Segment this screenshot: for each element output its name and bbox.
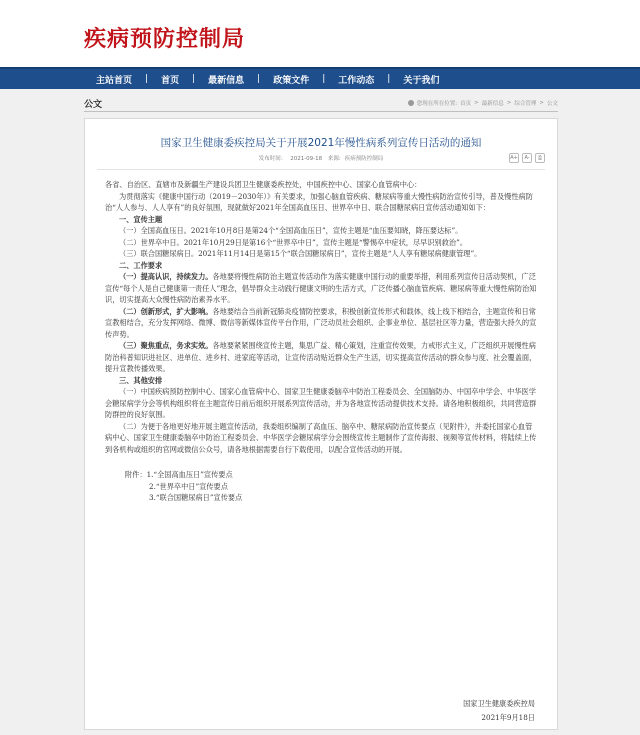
article-body <box>105 179 539 504</box>
main-nav <box>0 67 640 89</box>
source-label: 来源: <box>327 156 341 162</box>
paragraph-text: 各地要紧紧围绕宣传主题，集思广益、精心策划，注重宣传效果，力戒形式主义，广泛组织开展慢性病防治科普知识进社区、进单位、进乡村、进家庭等活动，让宣传活动贴近群众生产生活，切实提高宣传活动的群众参与度、社会覆盖面，提升宣教传播效果。 <box>105 341 537 373</box>
publish-date: 2021-09-18 <box>290 156 323 162</box>
nav-item-about[interactable]: 关于我们 <box>403 75 440 86</box>
paragraph: （一）全国高血压日。2021年10月8日是第24个“全国高血压日”，宣传主题是“血压要知晓，降压要达标”。 <box>119 226 463 235</box>
attachments <box>105 469 539 504</box>
paragraph-text: 各地要将慢性病防治主题宣传活动作为落实健康中国行动的重要举措，利用系列宣传日活动契机，广泛宣传“每个人是自己健康第一责任人”理念，倡导群众主动践行健康文明的生活方式，广泛传播心脑血管疾病、糖尿病等重大慢性病防治知识，切实提高大众慢性病防治素养水平。 <box>105 272 537 304</box>
font-decrease-button[interactable]: A- <box>522 153 532 163</box>
section-heading: 二、工作要求 <box>119 260 163 270</box>
breadcrumb-label: 您现在所在位置: <box>416 101 458 107</box>
section-heading: 三、其他安排 <box>119 375 163 385</box>
nav-item-policy[interactable]: 政策文件 <box>273 75 310 86</box>
header <box>0 0 640 68</box>
paragraph: （二）世界卒中日。2021年10月29日是第16个“世界卒中日”，宣传主题是“警惕卒中症状，尽早识别救治”。 <box>119 237 467 247</box>
attachment-link[interactable]: 3.“联合国糖尿病日”宣传要点 <box>149 493 243 502</box>
paragraph-lead: （三）聚焦重点，务求实效。 <box>119 341 213 350</box>
nav-separator: | <box>257 74 261 84</box>
section-bar <box>84 96 558 112</box>
nav-item-latest[interactable]: 最新信息 <box>208 75 245 86</box>
location-icon <box>408 100 414 106</box>
article-meta <box>85 154 557 162</box>
article-tools <box>506 153 545 163</box>
nav-item-home[interactable]: 首页 <box>161 75 180 86</box>
print-icon[interactable]: ⎙ <box>535 153 545 163</box>
paragraph-lead: （二）创新形式，扩大影响。 <box>119 306 213 316</box>
attachment-link[interactable]: 1.“全国高血压日”宣传要点 <box>146 470 233 479</box>
salutation: 各省、自治区、直辖市及新疆生产建设兵团卫生健康委疾控处，中国疾控中心、国家心血管病中心： <box>105 180 422 189</box>
breadcrumb-general[interactable]: 综合管理 <box>514 101 537 107</box>
divider <box>97 169 545 170</box>
breadcrumb-home[interactable]: 首页 <box>460 101 472 107</box>
nav-separator: | <box>322 74 326 84</box>
nav-item-main-home[interactable]: 主站首页 <box>96 75 133 86</box>
nav-separator: | <box>192 74 196 84</box>
site-title[interactable]: 疾病预防控制局 <box>84 26 246 52</box>
paragraph-lead: （一）提高认识，持续发力。 <box>119 272 213 281</box>
signature-block <box>463 697 535 725</box>
nav-separator: | <box>387 74 391 84</box>
section-title: 公文 <box>84 100 103 110</box>
date-label: 发布时间： <box>258 156 287 162</box>
breadcrumb-latest[interactable]: 最新信息 <box>481 101 504 107</box>
paragraph: （一）中国疾病预防控制中心、国家心血管病中心、国家卫生健康委脑卒中防治工程委员会、全国脑防办、中国卒中学会、中华医学会糖尿病学分会等机构组织将在主题宣传日前后组织开展系列宣传活动，并为各地宣传活动提供技术支持。请各地积极组织，共同营造群防群控的良好氛围。 <box>105 387 537 419</box>
font-increase-button[interactable]: A+ <box>510 155 518 161</box>
article-card <box>84 118 558 730</box>
paragraph <box>105 271 539 306</box>
paragraph: （三）联合国糖尿病日。2021年11月14日是第15个“联合国糖尿病日”，宣传主题是“人人享有糖尿病健康管理”。 <box>119 249 482 258</box>
paragraph <box>105 306 539 341</box>
breadcrumb <box>408 99 558 107</box>
paragraph-text: 各地要结合当前新冠肺炎疫情防控要求，积极创新宣传形式和载体，线上线下相结合，主题宣传和日常宣教相结合，充分发挥网络、微博、微信等新媒体宣传平台作用，广泛动员社会组织、企事业单位、基层社区等力量，营造强大持久的宣传声势。 <box>105 306 537 339</box>
source: 疾病预防控制局 <box>344 156 384 162</box>
breadcrumb-current[interactable]: 公文 <box>546 101 558 107</box>
breadcrumb-sep: > <box>539 100 544 106</box>
section-heading: 一、宣传主题 <box>119 214 163 224</box>
signature: 国家卫生健康委疾控局 <box>463 699 535 708</box>
sign-date: 2021年9月18日 <box>481 713 535 722</box>
nav-separator: | <box>145 74 149 84</box>
attachments-label: 附件： <box>125 470 147 479</box>
paragraph: （二）为便于各地更好地开展主题宣传活动，我委组织编制了高血压、脑卒中、糖尿病防治宣传要点（见附件），并委托国家心血管病中心、国家卫生健康委脑卒中防治工程委员会、中华医学会糖尿病学分会围绕宣传主题制作了宣传海报、视频等宣传材料，将陆续上传到各机构或组织的官网或微信公众号，请各地根据需要自行下载使用，以配合宣传活动的开展。 <box>105 421 537 454</box>
paragraph <box>105 340 539 375</box>
article-title: 国家卫生健康委疾控局关于开展2021年慢性病系列宣传日活动的通知 <box>160 137 482 149</box>
nav-item-work[interactable]: 工作动态 <box>338 75 375 86</box>
intro-paragraph: 为贯彻落实《健康中国行动（2019－2030年）》有关要求，加强心脑血管疾病、糖尿病等重大慢性病防治宣传引导，普及慢性病防治“人人参与、人人享有”的良好氛围，现就做好2021年全国高血压日、世界卒中日、联合国糖尿病日宣传活动通知如下： <box>105 191 533 212</box>
breadcrumb-sep: > <box>474 100 479 106</box>
breadcrumb-sep: > <box>506 100 512 106</box>
attachment-link[interactable]: 2.“世界卒中日”宣传要点 <box>149 481 228 491</box>
